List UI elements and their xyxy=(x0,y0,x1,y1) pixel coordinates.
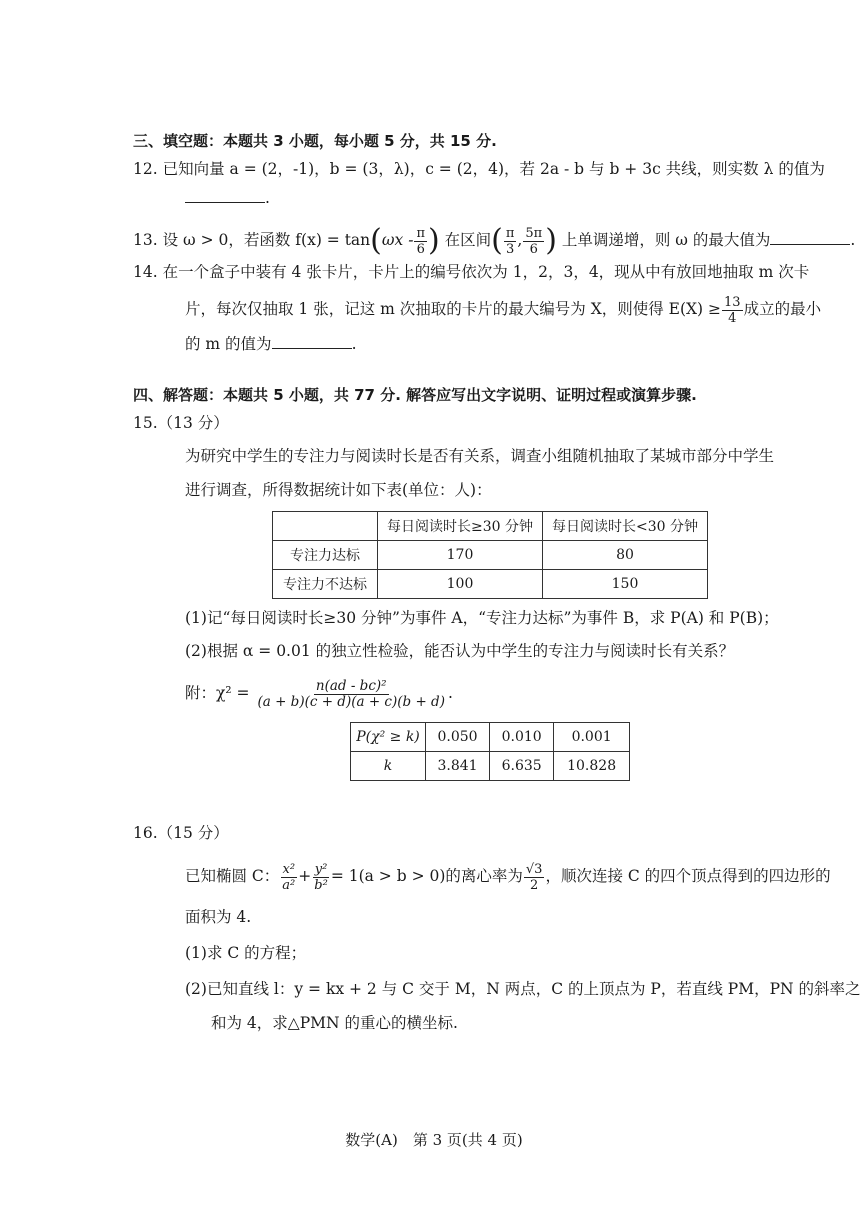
q14-answer-blank[interactable] xyxy=(272,332,352,349)
q13-answer-blank[interactable] xyxy=(770,228,850,245)
table-header-cell xyxy=(273,512,378,541)
reading-focus-table xyxy=(272,511,708,599)
chi-square-fraction: $\frac{\text{n(ad - bc)²}}{(a + b)(c + d)(a + c)(b + d)}$ xyxy=(257,677,445,710)
table-row xyxy=(351,752,630,781)
table-row xyxy=(351,723,630,752)
q12-number: 12. xyxy=(133,160,158,178)
q15-sub1: (1)记“每日阅读时长≥30 分钟”为事件 A，“专注力达标”为事件 B，求 P(A) 和 P(B)； xyxy=(185,609,779,627)
table-cell: 10.828 xyxy=(554,752,630,781)
q14-number: 14. xyxy=(133,263,158,281)
ellipse-y-term: $\frac{\text{y²}}{\text{b²}}$ xyxy=(314,861,328,893)
table-cell: 80 xyxy=(543,541,708,570)
table-cell: 专注力不达标 xyxy=(273,570,378,599)
q14-fraction: $\frac{13}{4}$ xyxy=(724,294,741,326)
q16-sub1: (1)求 C 的方程； xyxy=(185,944,307,962)
q12-text: 已知向量 a = (2，-1)，b = (3，λ)，c = (2，4)，若 2a - b 与 b + 3c 共线，则实数 λ 的值为 xyxy=(162,160,825,178)
q14-line1: 在一个盒子中装有 4 张卡片，卡片上的编号依次为 1，2，3，4，现从中有放回地抽取 m 次卡 xyxy=(162,263,810,281)
q13-post: 上单调递增，则 ω 的最大值为 xyxy=(561,231,771,249)
table-cell: P(χ² ≥ k) xyxy=(351,723,426,752)
table-header-row xyxy=(273,512,708,541)
q15-sub2: (2)根据 α = 0.01 的独立性检验，能否认为中学生的专注力与阅读时长有关系？ xyxy=(185,642,735,660)
q14-line2: 片，每次仅抽取 1 张，记这 m 次抽取的卡片的最大编号为 X，则使得 E(X) ≥ $\frac{13}{4}$ 成立的最小 xyxy=(185,294,822,326)
q13-number: 13. xyxy=(133,231,158,249)
table-cell: 0.001 xyxy=(554,723,630,752)
table-cell: k xyxy=(351,752,426,781)
q12-answer-blank[interactable] xyxy=(185,186,265,203)
chi-square-critical-table xyxy=(350,722,630,781)
table-cell: 100 xyxy=(378,570,543,599)
q13-mid: 在区间 xyxy=(444,231,492,249)
eccentricity-fraction: $\frac{√3}{2}$ xyxy=(525,861,543,893)
question-12 xyxy=(133,158,825,180)
q13-interval-start: $\frac{\pi}{3}$ xyxy=(505,225,515,257)
q13-func: ωx - xyxy=(381,231,414,249)
chi-square-formula: 附：χ² = $\frac{\text{n(ad - bc)²}}{(a + b)(c + d)(a + c)(b + d)}$ . xyxy=(185,677,453,710)
table-row xyxy=(273,570,708,599)
question-13: 13. 设 ω > 0，若函数 f(x) = tan(ωx - $\frac{\pi}{6}$ ) 在区间( $\frac{\pi}{3}$ , $\frac{5\pi}{6}$ ) 上单调递增，则 ω 的最大值为 . xyxy=(133,223,856,258)
q16-line2: 面积为 4. xyxy=(185,908,252,926)
q15-number: 15.（13 分） xyxy=(133,414,229,432)
table-cell: 专注力达标 xyxy=(273,541,378,570)
q13-pre: 设 ω > 0，若函数 f(x) = tan xyxy=(162,231,371,249)
section3-title: 三、填空题：本题共 3 小题，每小题 5 分，共 15 分. xyxy=(133,132,497,150)
table-cell: 3.841 xyxy=(426,752,490,781)
q16-line1: 已知椭圆 C： $\frac{\text{x²}}{\text{a²}}$ + $\frac{\text{y²}}{\text{b²}}$ = 1(a > b > 0)的离心率为 $\frac{√3}{2}$ ，顺次连接 C 的四个顶点得到的四边形的 xyxy=(185,861,831,893)
q12-answer-line: . xyxy=(185,186,270,209)
ellipse-x-term: $\frac{\text{x²}}{\text{a²}}$ xyxy=(282,861,296,893)
page-footer: 数学(A) 第 3 页(共 4 页) xyxy=(345,1131,523,1149)
q16-sub2-line2: 和为 4，求△PMN 的重心的横坐标. xyxy=(211,1014,458,1032)
table-row xyxy=(273,541,708,570)
q13-pi-over-6: $\frac{\pi}{6}$ xyxy=(416,225,425,257)
table-cell: 0.050 xyxy=(426,723,490,752)
q15-line2: 进行调查，所得数据统计如下表(单位：人)： xyxy=(185,481,492,499)
q16-number: 16.（15 分） xyxy=(133,824,229,842)
table-cell: 170 xyxy=(378,541,543,570)
table-cell: 150 xyxy=(543,570,708,599)
table-cell: 0.010 xyxy=(490,723,554,752)
question-14 xyxy=(133,261,809,283)
q15-line1: 为研究中学生的专注力与阅读时长是否有关系，调查小组随机抽取了某城市部分中学生 xyxy=(185,447,775,465)
q13-interval-end: $\frac{5\pi}{6}$ xyxy=(525,225,543,257)
table-header-cell: 每日阅读时长≥30 分钟 xyxy=(378,512,543,541)
section4-title: 四、解答题：本题共 5 小题，共 77 分. 解答应写出文字说明、证明过程或演算步骤. xyxy=(133,386,697,404)
table-header-cell: 每日阅读时长<30 分钟 xyxy=(543,512,708,541)
q16-sub2-line1: (2)已知直线 l：y = kx + 2 与 C 交于 M，N 两点，C 的上顶点为 P，若直线 PM，PN 的斜率之 xyxy=(185,980,861,998)
table-cell: 6.635 xyxy=(490,752,554,781)
q14-line3: 的 m 的值为 . xyxy=(185,332,357,355)
